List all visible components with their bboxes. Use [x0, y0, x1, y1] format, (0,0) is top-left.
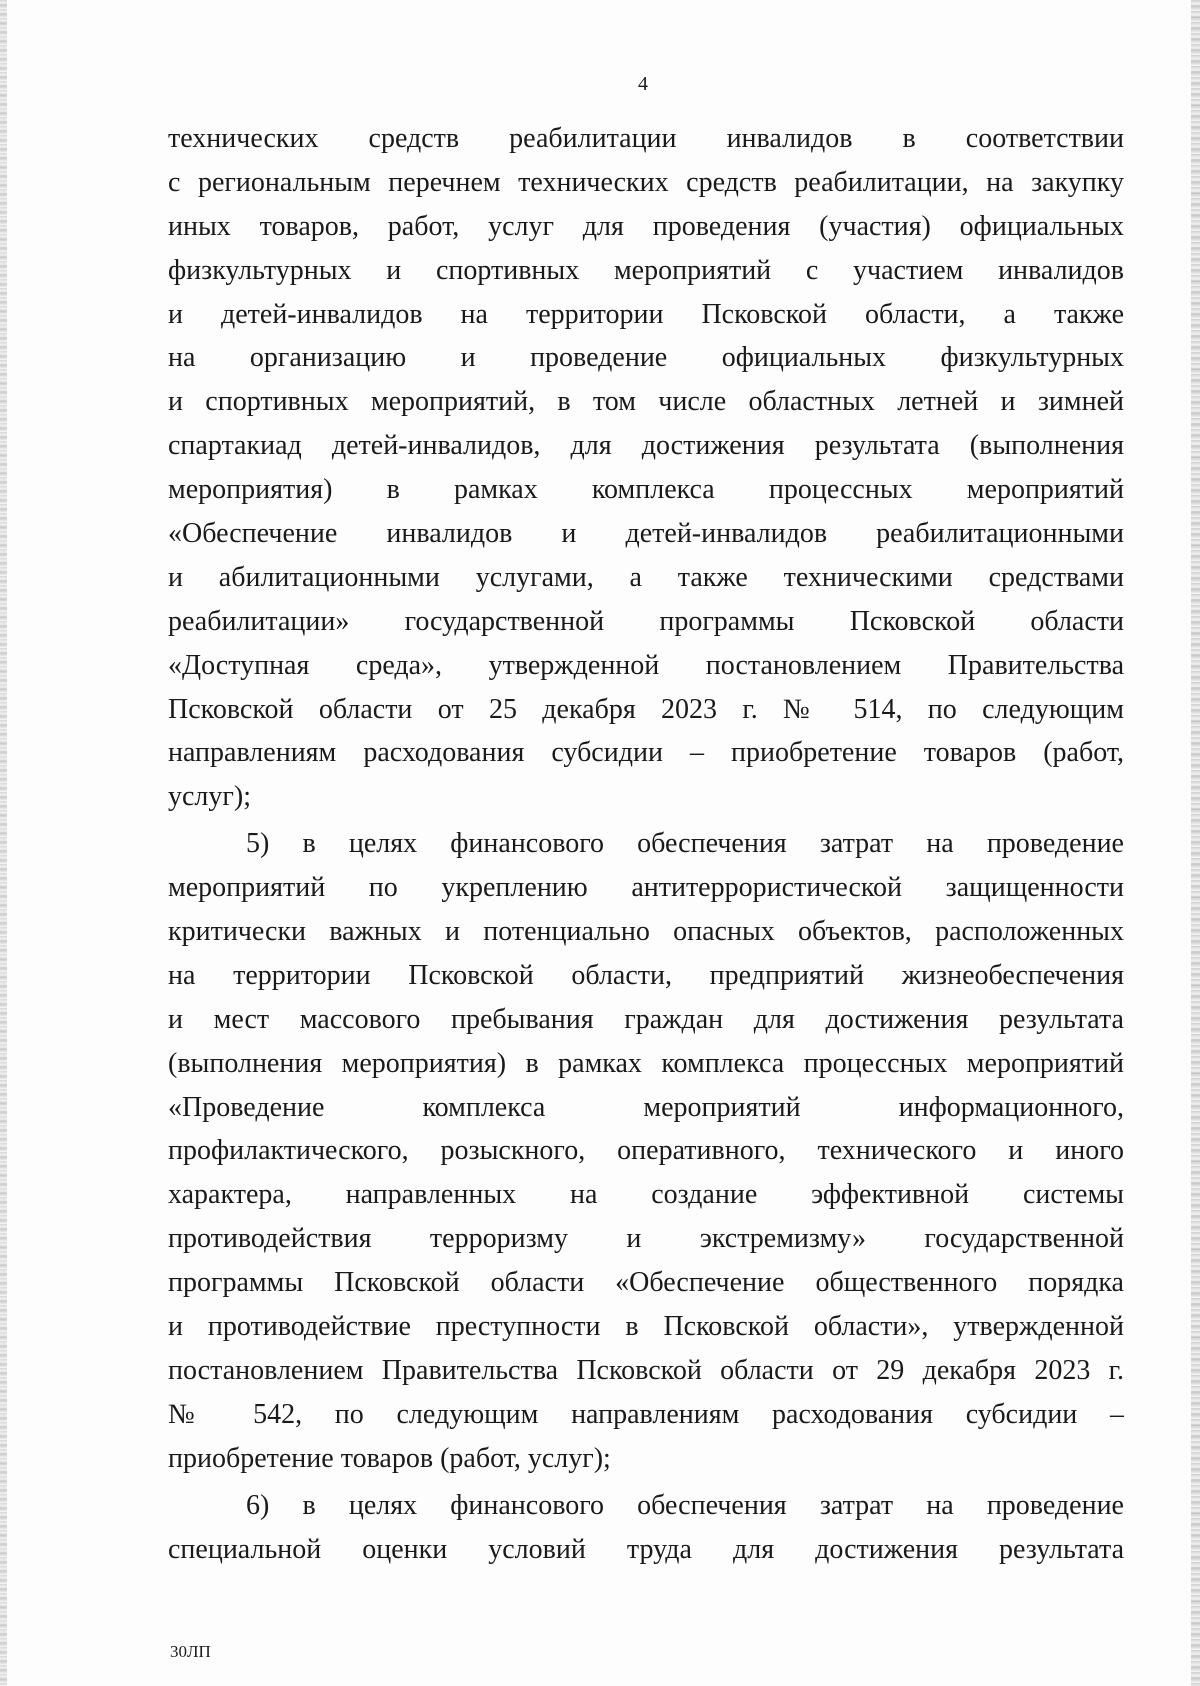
text-line: «Проведение комплекса мероприятий информационного,: [168, 1091, 1124, 1123]
text-line: на территории Псковской области, предприятий жизнеобеспечения: [168, 959, 1124, 991]
text-line: приобретение товаров (работ, услуг);: [168, 1442, 611, 1474]
text-line: мероприятий по укреплению антитеррористической защищенности: [168, 872, 1124, 904]
text-line: программы Псковской области «Обеспечение общественного порядка: [168, 1267, 1124, 1299]
text-line: профилактического, розыскного, оперативного, технического и иного: [168, 1135, 1124, 1167]
scan-edge-right: [1191, 0, 1200, 1686]
text-line: и мест массового пребывания граждан для достижения результата: [168, 1003, 1124, 1035]
text-line: «Обеспечение инвалидов и детей-инвалидов реабилитационными: [168, 518, 1124, 550]
text-line: постановлением Правительства Псковской области от 29 декабря 2023 г.: [168, 1354, 1124, 1386]
text-line: противодействия терроризму и экстремизму» государственной: [168, 1223, 1124, 1255]
footer-code: 30ЛП: [170, 1642, 211, 1661]
text-line: иных товаров, работ, услуг для проведения (участия) официальных: [168, 210, 1124, 242]
text-line: и противодействие преступности в Псковской области», утвержденной: [168, 1311, 1124, 1343]
text-line: мероприятия) в рамках комплекса процессных мероприятий: [168, 474, 1124, 506]
text-line: направлениям расходования субсидии – приобретение товаров (работ,: [168, 737, 1124, 769]
text-line: на организацию и проведение официальных физкультурных: [168, 342, 1124, 374]
text-line: с региональным перечнем технических средств реабилитации, на закупку: [168, 166, 1124, 198]
page-number: 4: [638, 73, 648, 95]
text-line: физкультурных и спортивных мероприятий с участием инвалидов: [168, 254, 1124, 286]
text-line: и детей-инвалидов на территории Псковской области, а также: [168, 298, 1124, 330]
text-line: технических средств реабилитации инвалидов в соответствии: [168, 123, 1124, 154]
scan-edge-left: [0, 0, 7, 1686]
text-line: услуг);: [168, 781, 251, 813]
body-text: [168, 117, 1124, 1571]
text-line: Псковской области от 25 декабря 2023 г. № 514, по следующим: [168, 693, 1124, 725]
text-line: и спортивных мероприятий, в том числе областных летней и зимней: [168, 386, 1124, 418]
paragraph-start-line: 6) в целях финансового обеспечения затрат на проведение: [246, 1489, 1124, 1521]
text-line: специальной оценки условий труда для достижения результата: [168, 1533, 1124, 1565]
text-line: и абилитационными услугами, а также техническими средствами: [168, 561, 1124, 593]
text-line: «Доступная среда», утвержденной постановлением Правительства: [168, 649, 1124, 681]
paragraph-start-line: 5) в целях финансового обеспечения затрат на проведение: [246, 828, 1124, 860]
text-line: критически важных и потенциально опасных объектов, расположенных: [168, 916, 1124, 948]
text-line: (выполнения мероприятия) в рамках комплекса процессных мероприятий: [168, 1047, 1124, 1079]
text-line: спартакиад детей-инвалидов, для достижения результата (выполнения: [168, 430, 1124, 462]
text-line: реабилитации» государственной программы Псковской области: [168, 605, 1124, 637]
text-line: № 542, по следующим направлениям расходования субсидии –: [168, 1398, 1124, 1430]
text-line: характера, направленных на создание эффективной системы: [168, 1179, 1124, 1211]
